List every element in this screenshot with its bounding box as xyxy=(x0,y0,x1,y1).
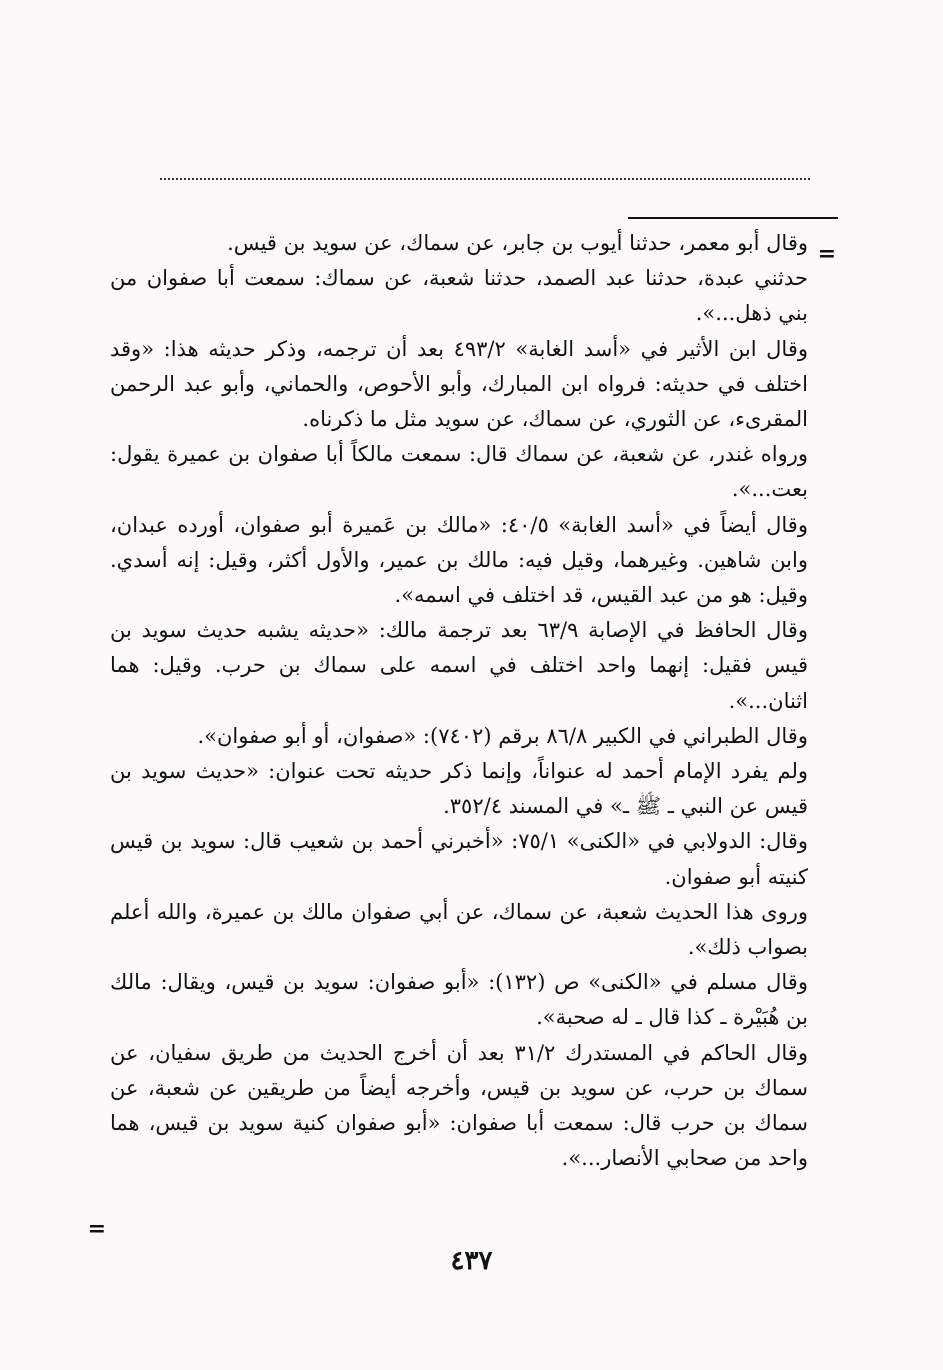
footnote-text-body xyxy=(110,226,808,1176)
footnote-continuation-mark-bottom: = xyxy=(87,1216,106,1242)
footnote-continuation-mark-top: = xyxy=(817,241,836,267)
paragraph: وقال الحافظ في الإصابة ٦٣/٩ بعد ترجمة مالك: «حديثه يشبه حديث سويد بن قيس فقيل: إنهما واحد اختلف في اسمه على سماك بن حرب. وقيل: هما اثنان...». xyxy=(110,618,808,713)
paragraph: وقال أيضاً في «أسد الغابة» ٤٠/٥: «مالك بن عَميرة أبو صفوان، أورده عبدان، وابن شاهين. وغيرهما، وقيل فيه: مالك بن عمير، والأول أكثر، وقيل: إنه أسدي. وقيل: هو من عبد القيس، قد اختلف في اسمه». xyxy=(110,512,808,608)
paragraph: وقال الحاكم في المستدرك ٣١/٢ بعد أن أخرج الحديث من طريق سفيان، عن سماك بن حرب، عن سويد بن قيس، وأخرجه أيضاً من طريقين عن شعبة، عن سماك بن حرب قال: سمعت أبا صفوان: «أبو صفوان كنية سويد بن قيس، هما واحد من صحابي الأنصار...». xyxy=(110,1040,808,1171)
page-top-dotted-rule xyxy=(160,178,810,180)
paragraph: ورواه غندر، عن شعبة، عن سماك قال: سمعت مالكاً أبا صفوان بن عميرة يقول: بعت...». xyxy=(110,442,808,502)
page-number: ٤٣٧ xyxy=(450,1246,493,1276)
paragraph: وقال مسلم في «الكنى» ص (١٣٢): «أبو صفوان: سويد بن قيس، ويقال: مالك بن هُبَيْرة ـ كذا قال ـ له صحبة». xyxy=(110,970,808,1030)
paragraph: وقال الطبراني في الكبير ٨٦/٨ برقم (٧٤٠٢): «صفوان، أو أبو صفوان». xyxy=(197,723,808,748)
paragraph: وقال ابن الأثير في «أسد الغابة» ٤٩٣/٢ بعد أن ترجمه، وذكر حديثه هذا: «وقد اختلف في حديثه: فرواه ابن المبارك، وأبو الأحوص، والحماني، وأبو عبد الرحمن المقرىء، عن الثوري، عن سماك، عن سويد مثل ما ذكرناه. xyxy=(110,336,808,432)
paragraph: حدثني عبدة، حدثنا عبد الصمد، حدثنا شعبة، عن سماك: سمعت أبا صفوان من بني ذهل...». xyxy=(110,266,808,326)
paragraph: ولم يفرد الإمام أحمد له عنواناً، وإنما ذكر حديثه تحت عنوان: «حديث سويد بن قيس عن النبي ـ ﷺ ـ» في المسند ٣٥٢/٤. xyxy=(110,759,808,819)
paragraph: وقال: الدولابي في «الكنى» ٧٥/١: «أخبرني أحمد بن شعيب قال: سويد بن قيس كنيته أبو صفوان. xyxy=(110,829,809,889)
paragraph: وقال أبو معمر، حدثنا أيوب بن جابر، عن سماك، عن سويد بن قيس. xyxy=(227,231,808,255)
footnote-separator-rule xyxy=(628,217,838,219)
paragraph: وروى هذا الحديث شعبة، عن سماك، عن أبي صفوان مالك بن عميرة، والله أعلم بصواب ذلك». xyxy=(110,899,808,960)
